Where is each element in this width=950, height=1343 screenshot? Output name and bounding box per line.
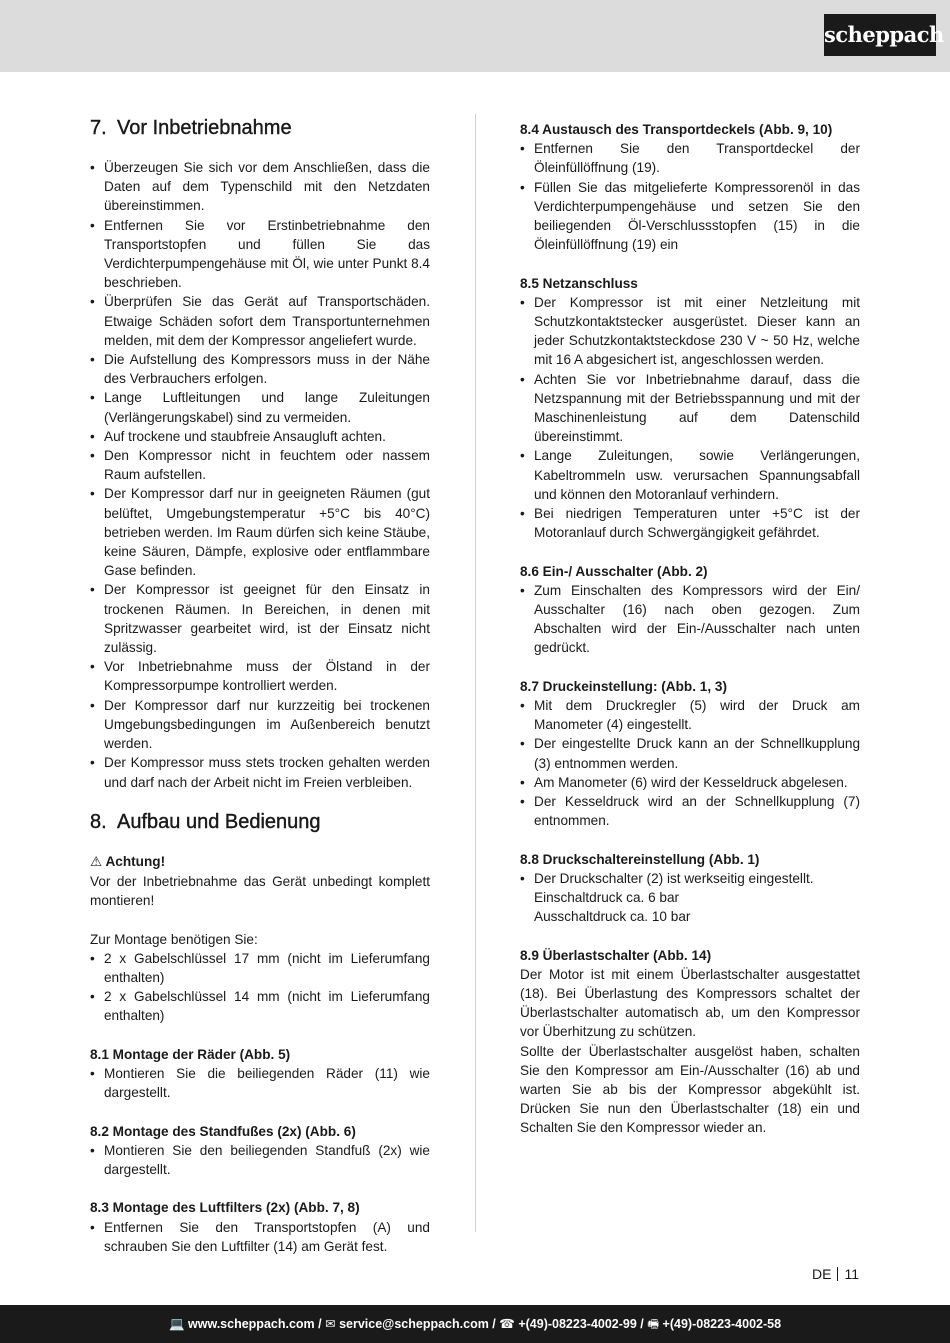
list-item: • Entfernen Sie den Transportdeckel der Öleinfüllöffnung (19). [520, 139, 860, 177]
chapter-8-number: 8. [90, 810, 107, 833]
list-item: • Am Manometer (6) wird der Kesseldruck abgelesen. [520, 773, 860, 792]
footer-phone: +(49)-08223-4002-99 / [518, 1317, 644, 1331]
chapter-7-title: Vor Inbetriebnahme [117, 117, 292, 139]
warning-icon: ⚠ [90, 853, 103, 870]
section-8-1-title: 8.1 Montage der Räder (Abb. 5) [90, 1046, 291, 1062]
section-8-2-title: 8.2 Montage des Standfußes (2x) (Abb. 6) [90, 1123, 356, 1139]
tools-intro: Zur Montage benötigen Sie: [90, 931, 258, 947]
list-item: • Mit dem Druckregler (5) wird der Druck am Manometer (4) eingestellt. [520, 696, 860, 734]
right-column [520, 120, 860, 1138]
switch-off-pressure: Ausschaltdruck ca. 10 bar [534, 909, 691, 925]
list-item: • Der eingestellte Druck kann an der Schnellkupplung (3) entnommen werden. [520, 734, 860, 772]
section-8-2-list [90, 1141, 430, 1179]
list-item: • Bei niedrigen Temperaturen unter +5°C ist der Motoranlauf durch Schwergängigkeit gefährdet. [520, 504, 860, 542]
section-8-5-list [520, 293, 860, 543]
list-item: • Überprüfen Sie das Gerät auf Transportschäden. Etwaige Schäden sofort dem Transportunternehmen melden, mit dem der Kompressor angeliefert wurde. [90, 292, 430, 350]
chapter-7-list [90, 158, 430, 792]
list-item: • Entfernen Sie den Transportstopfen (A) und schrauben Sie den Luftfilter (14) am Gerät fest. [90, 1218, 430, 1256]
list-item: • Die Aufstellung des Kompressors muss in der Nähe des Verbrauchers erfolgen. [90, 350, 430, 388]
phone-icon: ☎ [499, 1316, 515, 1331]
section-8-6-title: 8.6 Ein-/ Ausschalter (Abb. 2) [520, 563, 708, 579]
footer-website[interactable]: www.scheppach.com / [188, 1317, 322, 1331]
page-number-divider [837, 1267, 838, 1281]
page-number-value: 11 [844, 1266, 859, 1282]
section-8-9-paragraph-2: Sollte der Überlastschalter ausgelöst haben, schalten Sie den Kompressor am Ein-/Ausschalter (16) ab und warten Sie ab bis der Kompressor abgekühlt ist. Drücken Sie nun den Überlastschalter (18) ein und Schalten Sie den Kompressor wieder an. [520, 1043, 860, 1136]
page-language: DE [812, 1266, 832, 1282]
section-8-5-title: 8.5 Netzanschluss [520, 275, 638, 291]
list-item: • Den Kompressor nicht in feuchtem oder nassem Raum aufstellen. [90, 446, 430, 484]
section-8-4-list [520, 139, 860, 254]
chapter-7-heading [90, 116, 430, 140]
list-item: • Füllen Sie das mitgelieferte Kompressorenöl in das Verdichterpumpengehäuse und setzen Sie den beiliegenden Öl-Verschlussstopfen (15) in die Öleinfüllöffnung (19) ein [520, 178, 860, 255]
list-item: • Der Druckschalter (2) ist werkseitig eingestellt. [520, 869, 860, 888]
list-item: • 2 x Gabelschlüssel 17 mm (nicht im Lieferumfang enthalten) [90, 949, 430, 987]
section-8-7-list [520, 696, 860, 830]
chapter-7-number: 7. [90, 117, 107, 139]
section-8-6-list [520, 581, 860, 658]
list-item: • 2 x Gabelschlüssel 14 mm (nicht im Lieferumfang enthalten) [90, 987, 430, 1025]
list-item: • Zum Einschalten des Kompressors wird der Ein/ Ausschalter (16) nach oben gezogen. Zum Abschalten wird der Ein-/Ausschalter nach unten gedrückt. [520, 581, 860, 658]
list-item: • Überzeugen Sie sich vor dem Anschließen, dass die Daten auf dem Typenschild mit den Netzdaten übereinstimmen. [90, 158, 430, 216]
section-8-8-list [520, 869, 860, 888]
page-number [812, 1265, 859, 1283]
list-item: • Der Kompressor darf nur kurzzeitig bei trockenen Umgebungsbedingungen im Außenbereich benutzt werden. [90, 696, 430, 754]
chapter-8-title: Aufbau und Bedienung [117, 810, 321, 833]
warning-heading [90, 852, 430, 872]
header-band [0, 0, 950, 72]
section-8-9-paragraph-1: Der Motor ist mit einem Überlastschalter ausgestattet (18). Bei Überlastung des Kompressors schaltet der Überlastschalter automatisch ab, um den Kompressor vor Überhitzung zu schützen. [520, 966, 860, 1040]
list-item: • Der Kompressor ist geeignet für den Einsatz in trockenen Räumen. In Bereichen, in denen mit Spritzwasser gearbeitet wird, ist der Einsatz nicht zulässig. [90, 580, 430, 657]
list-item: • Vor Inbetriebnahme muss der Ölstand in der Kompressorpumpe kontrolliert werden. [90, 657, 430, 695]
list-item: • Montieren Sie die beiliegenden Räder (11) wie dargestellt. [90, 1064, 430, 1102]
list-item: • Der Kesseldruck wird an der Schnellkupplung (7) entnommen. [520, 792, 860, 830]
list-item: • Der Kompressor muss stets trocken gehalten werden und darf nach der Arbeit nicht im Freien verbleiben. [90, 753, 430, 791]
list-item: • Der Kompressor darf nur in geeigneten Räumen (gut belüftet, Umgebungstemperatur +5°C bis 40°C) betrieben werden. Im Raum dürfen sich keine Stäube, keine Säuren, Dämpfe, explosive oder entflammbare Gase befinden. [90, 484, 430, 580]
list-item: • Der Kompressor ist mit einer Netzleitung mit Schutzkontaktstecker ausgerüstet. Dieser kann an jeder Schutzkontaktsteckdose 230 V ~ 50 Hz, welche mit 16 A abgesichert ist, angeschlossen werden. [520, 293, 860, 370]
section-8-3-title: 8.3 Montage des Luftfilters (2x) (Abb. 7, 8) [90, 1200, 360, 1216]
tools-list [90, 949, 430, 1026]
left-column [90, 116, 430, 1256]
section-8-1-list [90, 1064, 430, 1102]
list-item: • Achten Sie vor Inbetriebnahme darauf, dass die Netzspannung mit der Betriebsspannung und mit der Maschinenleistung auf dem Datenschild übereinstimmt. [520, 370, 860, 447]
fax-icon: 🖷 [647, 1316, 660, 1331]
section-8-8-title: 8.8 Druckschaltereinstellung (Abb. 1) [520, 851, 760, 867]
list-item: • Montieren Sie den beiliegenden Standfuß (2x) wie dargestellt. [90, 1141, 430, 1179]
computer-icon: 💻 [168, 1316, 185, 1331]
section-8-7-title: 8.7 Druckeinstellung: (Abb. 1, 3) [520, 678, 727, 694]
warning-label: Achtung! [105, 853, 166, 869]
mail-icon: ✉ [325, 1316, 336, 1331]
section-8-9-title: 8.9 Überlastschalter (Abb. 14) [520, 947, 712, 963]
list-item: • Auf trockene und staubfreie Ansaugluft achten. [90, 427, 430, 446]
section-8-4-title: 8.4 Austausch des Transportdeckels (Abb. 9, 10) [520, 122, 833, 137]
chapter-8-heading [90, 810, 430, 834]
list-item: • Entfernen Sie vor Erstinbetriebnahme den Transportstopfen und füllen Sie das Verdichterpumpengehäuse mit Öl, wie unter Punkt 8.4 beschrieben. [90, 216, 430, 293]
list-item: • Lange Zuleitungen, sowie Verlängerungen, Kabeltrommeln usw. verursachen Spannungsabfall und können den Motoranlauf verhindern. [520, 446, 860, 504]
section-8-3-list [90, 1218, 430, 1256]
brand-logo: scheppach [824, 14, 936, 56]
column-divider [475, 114, 476, 1232]
footer-bar [0, 1305, 950, 1343]
footer-email[interactable]: service@scheppach.com / [339, 1317, 496, 1331]
footer-fax: +(49)-08223-4002-58 [662, 1317, 782, 1331]
warning-text: Vor der Inbetriebnahme das Gerät unbedingt komplett montieren! [90, 873, 430, 909]
switch-on-pressure: Einschaltdruck ca. 6 bar [534, 890, 680, 906]
list-item: • Lange Luftleitungen und lange Zuleitungen (Verlängerungskabel) sind zu vermeiden. [90, 388, 430, 426]
